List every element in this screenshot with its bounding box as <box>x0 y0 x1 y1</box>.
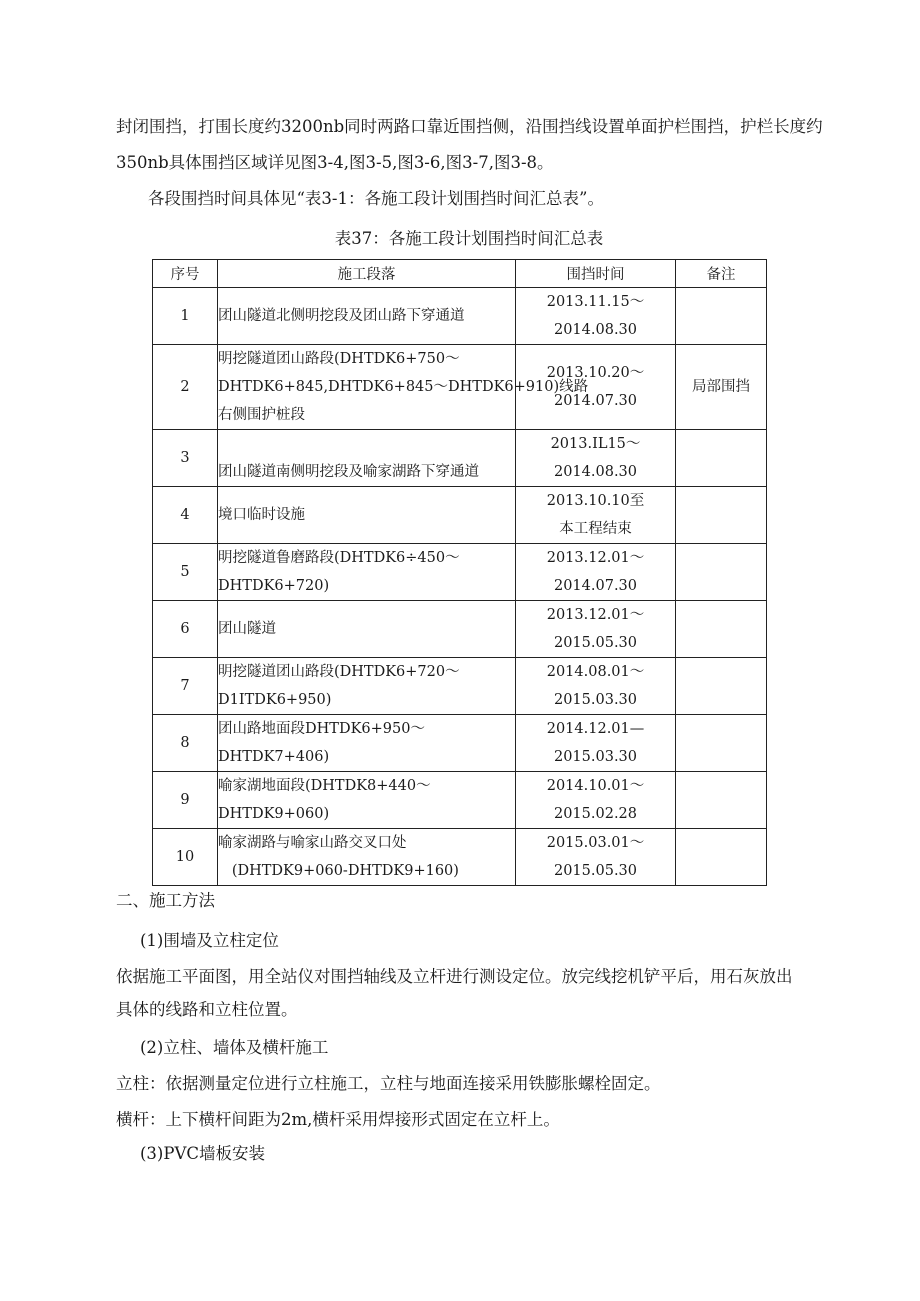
subheading-3: (3)PVC墙板安装 <box>140 1144 266 1163</box>
table-caption: 表37：各施工段计划围挡时间汇总表 <box>334 229 604 248</box>
row-section: 团山隧道 <box>218 601 516 658</box>
row-time: 2013.IL15～ 2014.08.30 <box>516 430 676 487</box>
row-note <box>676 658 767 715</box>
row-time: 2014.08.01～ 2015.03.30 <box>516 658 676 715</box>
table-row <box>153 288 767 345</box>
row-note <box>676 601 767 658</box>
row-note <box>676 715 767 772</box>
row-section: 明挖隧道鲁磨路段(DHTDK6÷450～ DHTDK6+720) <box>218 544 516 601</box>
row-section: 境口临时设施 <box>218 487 516 544</box>
row-no: 1 <box>153 288 218 345</box>
row-note <box>676 772 767 829</box>
subheading-1: (1)围墙及立柱定位 <box>140 931 279 950</box>
row-section: 团山隧道北侧明挖段及团山路下穿通道 <box>218 288 516 345</box>
row-time: 2014.10.01～ 2015.02.28 <box>516 772 676 829</box>
row-section: 团山隧道南侧明挖段及喻家湖路下穿通道 <box>218 430 516 487</box>
header-note: 备注 <box>676 260 767 288</box>
row-note: 局部围挡 <box>676 345 767 430</box>
table-row <box>153 715 767 772</box>
row-note <box>676 487 767 544</box>
row-time: 2015.03.01～ 2015.05.30 <box>516 829 676 886</box>
table-row <box>153 345 767 430</box>
row-no: 10 <box>153 829 218 886</box>
row-note <box>676 544 767 601</box>
row-no: 7 <box>153 658 218 715</box>
table-row <box>153 772 767 829</box>
row-time: 2013.10.10至 本工程结束 <box>516 487 676 544</box>
row-no: 9 <box>153 772 218 829</box>
table-row <box>153 829 767 886</box>
row-no: 5 <box>153 544 218 601</box>
intro-line-2: 350nb具体围挡区域详见图3-4,图3-5,图3-6,图3-7,图3-8。 <box>116 153 554 172</box>
header-section: 施工段落 <box>218 260 516 288</box>
table-row <box>153 658 767 715</box>
schedule-table <box>152 259 767 886</box>
row-time: 2013.10.20～ 2014.07.30 <box>516 345 676 430</box>
table-row <box>153 601 767 658</box>
table-row <box>153 430 767 487</box>
row-time: 2013.12.01～ 2015.05.30 <box>516 601 676 658</box>
row-section: 喻家湖路与喻家山路交叉口处 (DHTDK9+060-DHTDK9+160) <box>218 829 516 886</box>
row-no: 2 <box>153 345 218 430</box>
intro-line-3: 各段围挡时间具体见“表3-1：各施工段计划围挡时间汇总表”。 <box>148 189 604 208</box>
row-note <box>676 829 767 886</box>
paragraph-2: 立柱：依据测量定位进行立柱施工，立柱与地面连接采用铁膨胀螺栓固定。 <box>116 1074 661 1093</box>
row-no: 6 <box>153 601 218 658</box>
row-section: 明挖隧道团山路段(DHTDK6+720～ D1ITDK6+950) <box>218 658 516 715</box>
row-section: 明挖隧道团山路段(DHTDK6+750～ DHTDK6+845,DHTDK6+845～DHTDK6+910)线路 右侧围护桩段 <box>218 345 516 430</box>
row-time: 2013.12.01～ 2014.07.30 <box>516 544 676 601</box>
row-no: 8 <box>153 715 218 772</box>
table-row <box>153 544 767 601</box>
subheading-2: (2)立柱、墙体及横杆施工 <box>140 1038 329 1057</box>
row-no: 4 <box>153 487 218 544</box>
row-time: 2013.11.15～ 2014.08.30 <box>516 288 676 345</box>
header-no: 序号 <box>153 260 218 288</box>
table-row <box>153 487 767 544</box>
row-note <box>676 430 767 487</box>
intro-line-1: 封闭围挡，打围长度约3200nb同时两路口靠近围挡侧，沿围挡线设置单面护栏围挡，护栏长度约 <box>116 117 823 136</box>
paragraph-3: 横杆：上下横杆间距为2m,横杆采用焊接形式固定在立杆上。 <box>116 1110 560 1129</box>
section-heading: 二、施工方法 <box>116 891 215 910</box>
header-time: 围挡时间 <box>516 260 676 288</box>
paragraph-1-line-1: 依据施工平面图，用全站仪对围挡轴线及立杆进行测设定位。放完线挖机铲平后，用石灰放出 <box>116 967 793 986</box>
row-note <box>676 288 767 345</box>
table-header-row <box>153 260 767 288</box>
row-section: 团山路地面段DHTDK6+950～ DHTDK7+406) <box>218 715 516 772</box>
row-no: 3 <box>153 430 218 487</box>
row-time: 2014.12.01— 2015.03.30 <box>516 715 676 772</box>
paragraph-1-line-2: 具体的线路和立柱位置。 <box>116 1000 298 1019</box>
row-section: 喻家湖地面段(DHTDK8+440～ DHTDK9+060) <box>218 772 516 829</box>
